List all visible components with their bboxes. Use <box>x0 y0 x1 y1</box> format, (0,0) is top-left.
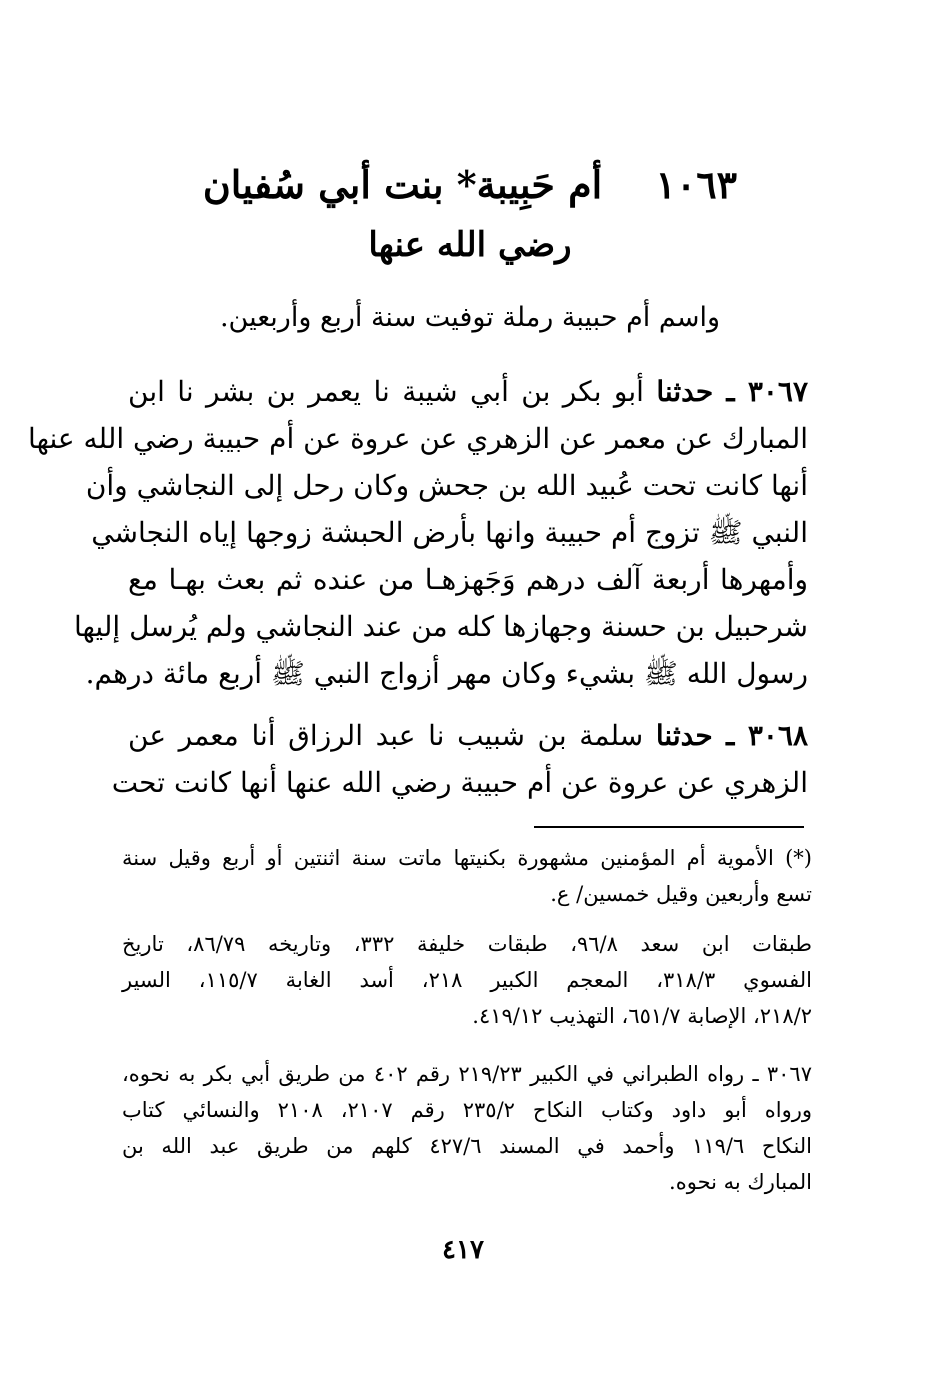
hadith-line: المبارك عن معمر عن الزهري عن عروة عن أم حبيبة رضي الله عنها <box>28 422 808 455</box>
hadith-3068 <box>111 712 808 806</box>
footnote-takhrij <box>122 1056 812 1200</box>
page-number: ٤١٧ <box>442 1235 484 1265</box>
hadith-text: أبو بكر بن أبي شيبة نا يعمر بن بشر نا ابن <box>128 375 644 408</box>
hadith-text: سلمة بن شبيب نا عبد الرزاق أنا معمر عن <box>128 719 644 752</box>
footnote-sources <box>122 926 812 1034</box>
chapter-subtitle: رضي الله عنها <box>368 225 572 265</box>
footnote-line: ٢١٨/٢، الإصابة ٦٥١/٧، التهذيب ٤١٩/١٢. <box>472 1004 812 1028</box>
footnote-line: ورواه أبو داود وكتاب النكاح ٢٣٥/٢ رقم ٢١٠٧، ٢١٠٨ والنسائي كتاب <box>122 1098 813 1122</box>
footnote-line: طبقات ابن سعد ٩٦/٨، طبقات خليفة ٣٣٢، وتاريخه ٨٦/٧٩، تاريخ <box>122 932 812 956</box>
footnote-line: تسع وأربعين وقيل خمسين/ ع. <box>550 882 812 906</box>
hadith-line: شرحبيل بن حسنة وجهازها كله من عند النجاشي ولم يُرسل إليها <box>73 610 808 643</box>
footnote-divider <box>534 826 804 828</box>
footnote-line: النكاح ١١٩/٦ وأحمد في المسند ٤٢٧/٦ كلهم من طريق عبد الله بن <box>122 1134 813 1158</box>
hadith-3067 <box>28 368 808 697</box>
hadith-line: الزهري عن عروة عن أم حبيبة رضي الله عنها أنها كانت تحت <box>111 766 808 799</box>
hadith-line <box>128 712 808 759</box>
hadith-number: ٣٠٦٨ ـ حدثنا <box>655 719 808 752</box>
chapter-name: أم حَبِيبة* بنت أبي سُفيان <box>202 162 603 207</box>
chapter-number: ١٠٦٣ <box>655 162 738 207</box>
hadith-line: أنها كانت تحت عُبيد الله بن جحش وكان رحل إلى النجاشي وأن <box>85 469 808 502</box>
footnote-line: (*) الأموية أم المؤمنين مشهورة بكنيتها ماتت سنة اثنتين أو أربع وقيل سنة <box>122 846 812 870</box>
footnote-line: الفسوي ٣١٨/٣، المعجم الكبير ٢١٨، أسد الغابة ١١٥/٧، السير <box>122 968 813 992</box>
chapter-intro: واسم أم حبيبة رملة توفيت سنة أربع وأربعين. <box>219 302 721 333</box>
hadith-number: ٣٠٦٧ ـ حدثنا <box>656 375 808 408</box>
hadith-line: النبي ﷺ تزوج أم حبيبة وانها بأرض الحبشة زوجها إياه النجاشي <box>91 516 808 549</box>
footnote-line: ٣٠٦٧ ـ رواه الطبراني في الكبير ٢١٩/٢٣ رقم ٤٠٢ من طريق أبي بكر به نحوه، <box>122 1062 812 1086</box>
footnote-biography <box>122 840 812 912</box>
hadith-line: رسول الله ﷺ بشيء وكان مهر أزواج النبي ﷺ أربع مائة درهم. <box>85 657 808 690</box>
hadith-line <box>128 368 808 415</box>
footnote-line: المبارك به نحوه. <box>669 1170 812 1194</box>
chapter-heading <box>140 160 800 210</box>
hadith-line: وأمهرها أربعة آلف درهم وَجَهزهـا من عنده ثم بعث بهـا مع <box>128 563 808 596</box>
